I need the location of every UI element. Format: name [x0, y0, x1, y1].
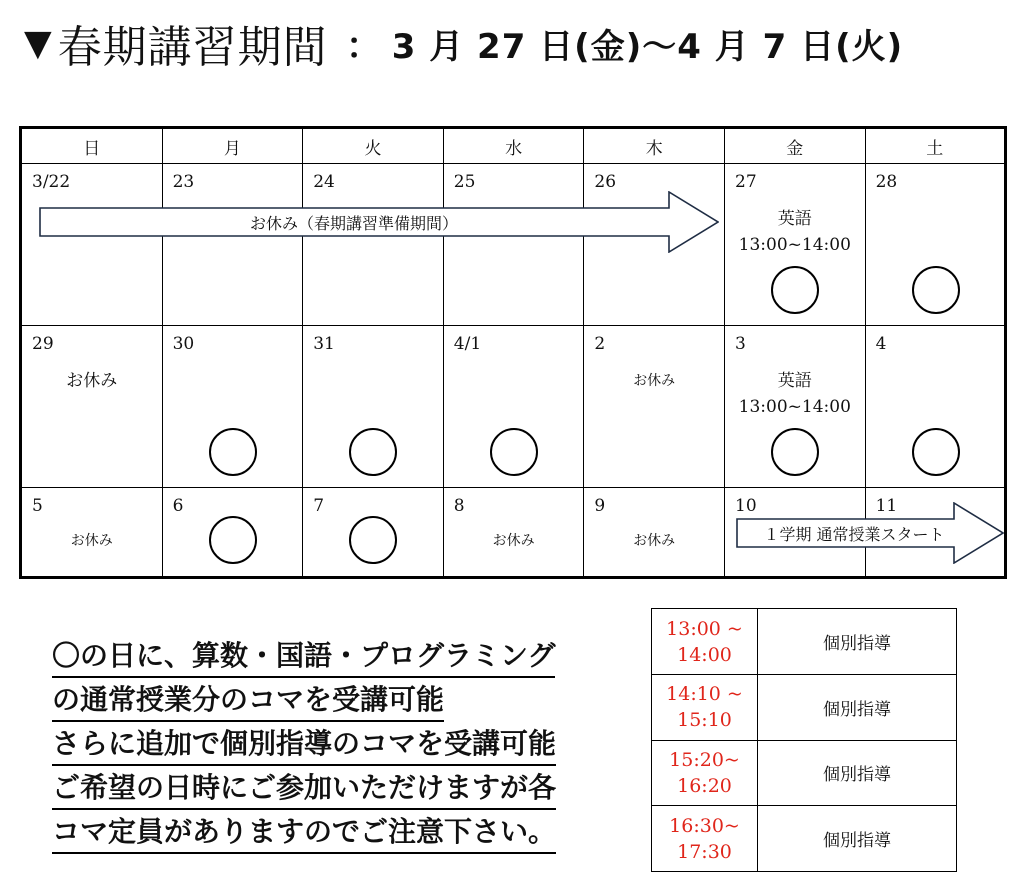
calendar-day-cell: [22, 326, 163, 488]
day-number: 2: [594, 334, 606, 354]
slot-end: 17:30: [677, 840, 732, 863]
calendar-day-cell: [866, 326, 1004, 488]
calendar-day-cell: [22, 488, 163, 576]
title-colon: ：: [345, 24, 382, 67]
calendar-day-cell: [584, 488, 725, 576]
day-number: 3/22: [32, 172, 71, 192]
time-slot-row: [652, 740, 956, 806]
day-number: 24: [313, 172, 335, 192]
description-line: コマ定員がありますのでご注意下さい。: [52, 812, 556, 854]
day-number: 28: [875, 172, 898, 192]
description-block: [52, 636, 642, 856]
weekday-header: 火: [303, 129, 444, 164]
day-number: 4: [875, 334, 887, 354]
day-number: 29: [32, 334, 54, 354]
day-number: 26: [594, 172, 617, 192]
calendar-day-cell: [303, 326, 444, 488]
day-number: 25: [453, 172, 476, 192]
calendar-day-cell: [444, 488, 585, 576]
subject-label: 英語: [777, 209, 812, 229]
slot-end: 14:00: [677, 643, 732, 666]
time-slot-row: [652, 806, 956, 872]
slot-start: 13:00 ~: [666, 617, 743, 640]
day-number: 11: [875, 496, 898, 516]
calendar-day-cell: [584, 326, 725, 488]
day-number: 9: [594, 496, 606, 516]
available-circle-icon: [490, 428, 538, 476]
time-slot-row: [652, 675, 956, 741]
slot-label: 個別指導: [823, 634, 891, 654]
day-number: 5: [32, 496, 43, 516]
arrow-label-spring-prep: お休み（春期講習準備期間）: [249, 214, 458, 233]
calendar-day-cell: [303, 488, 444, 576]
slot-end: 15:10: [677, 709, 732, 731]
calendar-day-cell: [163, 488, 304, 576]
description-line: ご希望の日時にご参加いただけますが各: [52, 768, 556, 810]
rest-day-label: お休み: [70, 533, 113, 549]
available-circle-icon: [349, 428, 397, 476]
calendar-day-cell: [866, 164, 1004, 326]
description-line: 〇の日に、算数・国語・プログラミング: [52, 636, 555, 678]
subject-label: 英語: [777, 371, 812, 391]
title-dates: 3 月 27 日(金)～4 月 7 日(火): [391, 26, 904, 67]
day-number: 3: [735, 334, 746, 354]
weekday-header: 月: [163, 129, 304, 164]
weekday-header: 金: [725, 129, 866, 164]
day-number: 10: [735, 496, 757, 516]
calendar-table: [19, 126, 1007, 579]
day-number: 8: [453, 496, 465, 516]
available-circle-icon: [771, 266, 819, 314]
available-circle-icon: [912, 428, 960, 476]
weekday-header: 日: [22, 129, 163, 164]
rest-day-label: お休み: [66, 371, 118, 391]
slot-time: [652, 806, 758, 872]
calendar-day-cell: [163, 326, 304, 488]
slot-label: 個別指導: [823, 831, 891, 851]
description-line: さらに追加で個別指導のコマを受講可能: [52, 724, 556, 766]
day-number: 27: [735, 172, 757, 192]
slot-start: 16:30~: [669, 814, 740, 837]
day-number: 30: [172, 334, 195, 354]
slot-time: [652, 740, 758, 805]
time-slot-row: [652, 609, 956, 675]
available-circle-icon: [771, 428, 819, 476]
slot-start: 14:10 ~: [666, 683, 743, 705]
slot-label: 個別指導: [823, 765, 891, 785]
arrow-label-term-start: １学期 通常授業スタート: [763, 525, 945, 544]
slot-time: [652, 609, 758, 674]
slot-time: [652, 675, 758, 740]
available-circle-icon: [912, 266, 960, 314]
rest-day-label: お休み: [492, 533, 535, 549]
calendar-day-cell: [725, 326, 866, 488]
page-title: [24, 6, 903, 80]
weekday-header: 水: [444, 129, 585, 164]
slot-start: 15:20~: [669, 748, 740, 771]
rest-day-label: お休み: [633, 373, 676, 389]
calendar-day-cell: [444, 326, 585, 488]
weekday-header: 木: [584, 129, 725, 164]
weekday-header: 土: [866, 129, 1004, 164]
available-circle-icon: [209, 516, 257, 564]
day-number: 23: [172, 172, 195, 192]
available-circle-icon: [209, 428, 257, 476]
description-line: の通常授業分のコマを受講可能: [52, 680, 444, 722]
subject-time: 13:00~14:00: [738, 235, 851, 255]
slot-label: 個別指導: [823, 699, 891, 720]
slot-end: 16:20: [677, 774, 732, 797]
rest-day-label: お休み: [633, 533, 676, 549]
day-number: 31: [313, 334, 335, 354]
day-number: 4/1: [453, 334, 482, 354]
time-slot-table: [651, 608, 957, 872]
available-circle-icon: [349, 516, 397, 564]
day-number: 6: [172, 496, 184, 516]
calendar-day-cell: [725, 164, 866, 326]
day-number: 7: [313, 496, 325, 516]
subject-time: 13:00~14:00: [738, 397, 851, 417]
title-heading: 春期講習期間: [57, 22, 328, 73]
triangle-marker-icon: ▼: [24, 22, 52, 64]
